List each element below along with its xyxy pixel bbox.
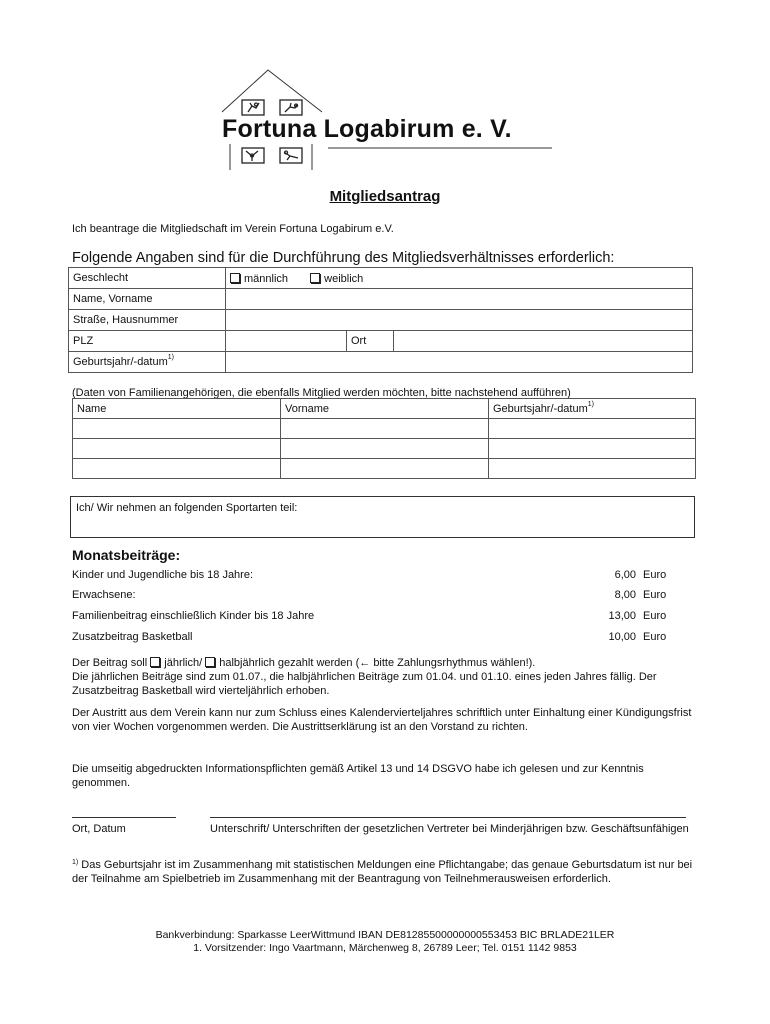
fee-label: Zusatzbeitrag Basketball bbox=[72, 631, 193, 643]
gymnastics-icon bbox=[242, 148, 264, 163]
family-cell[interactable] bbox=[281, 419, 489, 439]
gender-options bbox=[226, 268, 693, 289]
fee-label: Familienbeitrag einschließlich Kinder bis 18 Jahre bbox=[72, 610, 315, 622]
handball-icon bbox=[280, 148, 302, 163]
fees-heading: Monatsbeiträge: bbox=[72, 547, 181, 563]
fee-amount: 6,00 bbox=[614, 569, 636, 581]
male-checkbox[interactable] bbox=[230, 273, 240, 283]
city-field[interactable] bbox=[394, 331, 693, 352]
footnote bbox=[72, 858, 697, 886]
fee-currency: Euro bbox=[643, 589, 667, 601]
family-header-birth-text: Geburtsjahr/-datum bbox=[493, 402, 588, 415]
family-cell[interactable] bbox=[489, 439, 696, 459]
name-field[interactable] bbox=[226, 289, 693, 310]
family-cell[interactable] bbox=[73, 459, 281, 479]
family-cell[interactable] bbox=[281, 459, 489, 479]
form-title: Mitgliedsantrag bbox=[329, 188, 441, 205]
place-date-line[interactable] bbox=[72, 817, 176, 818]
footnote-text: Das Geburtsjahr ist im Zusammenhang mit statistischen Meldungen eine Pflichtangabe; das genaue Geburtsdatum ist nur bei der Teilnahme am Spielbetrieb im Zusammenhang mit der Beantragung von Teilnehmerausweisen erforderlich. bbox=[72, 859, 693, 885]
city-label: Ort bbox=[347, 331, 394, 352]
fee-currency: Euro bbox=[643, 631, 667, 643]
fee-currency: Euro bbox=[643, 569, 667, 581]
chair-contact: 1. Vorsitzender: Ingo Vaartmann, Märchenweg 8, 26789 Leer; Tel. 0151 1142 9853 bbox=[193, 942, 577, 954]
fee-row bbox=[72, 588, 672, 604]
payment-text-2: Die jährlichen Beiträge sind zum 01.07., die halbjährlichen Beiträge zum 01.04. und 01.10. eines jeden Jahres fällig. Der Zusatzbeitrag Basketball wird vierteljährlich erhoben. bbox=[72, 671, 657, 697]
member-table bbox=[68, 267, 693, 373]
club-title: Fortuna Logabirum e. V. bbox=[222, 115, 512, 143]
family-cell[interactable] bbox=[489, 419, 696, 439]
signature-line[interactable] bbox=[210, 817, 686, 818]
family-cell[interactable] bbox=[73, 419, 281, 439]
family-cell[interactable] bbox=[73, 439, 281, 459]
bank-details: Bankverbindung: Sparkasse LeerWittmund IBAN DE81285500000000553453 BIC BRLADE21LER bbox=[155, 929, 615, 941]
fee-amount: 13,00 bbox=[608, 610, 636, 622]
name-label: Name, Vorname bbox=[69, 289, 226, 310]
cancellation-paragraph: Der Austritt aus dem Verein kann nur zum Schluss eines Kalendervierteljahres schriftlich unter Einhaltung einer Kündigungsfrist von vier Wochen vorgenommen werden. Die Austrittserklärung ist an den Vorstand zu richten. bbox=[72, 707, 692, 733]
payment-text-1: Der Beitrag soll bbox=[72, 657, 148, 669]
halfyearly-checkbox[interactable] bbox=[205, 657, 215, 667]
fee-amount: 10,00 bbox=[608, 631, 636, 643]
football-icon bbox=[280, 100, 302, 115]
family-header-birth bbox=[489, 399, 696, 419]
zip-field[interactable] bbox=[226, 331, 347, 352]
fee-row bbox=[72, 609, 672, 625]
place-date-label: Ort, Datum bbox=[72, 823, 126, 835]
footer bbox=[0, 929, 770, 955]
family-table bbox=[72, 398, 696, 479]
male-label: männlich bbox=[244, 272, 289, 285]
female-label: weiblich bbox=[324, 272, 364, 285]
street-label: Straße, Hausnummer bbox=[69, 310, 226, 331]
footnote-marker: 1) bbox=[72, 859, 79, 866]
family-header-firstname: Vorname bbox=[281, 399, 489, 419]
fee-currency: Euro bbox=[643, 610, 667, 622]
zip-label: PLZ bbox=[69, 331, 226, 352]
table-row bbox=[73, 439, 696, 459]
footnote-marker: 1) bbox=[587, 400, 594, 408]
payment-paragraph bbox=[72, 656, 697, 698]
table-row bbox=[73, 419, 696, 439]
fee-row bbox=[72, 630, 672, 646]
athletics-icon bbox=[242, 100, 264, 115]
yearly-checkbox[interactable] bbox=[150, 657, 160, 667]
footnote-marker: 1) bbox=[167, 354, 174, 361]
fee-label: Kinder und Jugendliche bis 18 Jahre: bbox=[72, 569, 254, 581]
yearly-label: jährlich/ bbox=[164, 657, 203, 669]
birth-field[interactable] bbox=[226, 352, 693, 373]
street-field[interactable] bbox=[226, 310, 693, 331]
gender-label: Geschlecht bbox=[69, 268, 226, 289]
female-checkbox[interactable] bbox=[310, 273, 320, 283]
family-cell[interactable] bbox=[489, 459, 696, 479]
gdpr-paragraph: Die umseitig abgedruckten Informationspflichten gemäß Artikel 13 und 14 DSGVO habe ich gelesen und zur Kenntnis genommen. bbox=[72, 763, 644, 789]
birth-label-text: Geburtsjahr/-datum bbox=[73, 356, 168, 368]
sports-label: Ich/ Wir nehmen an folgenden Sportarten teil: bbox=[76, 502, 298, 514]
section-heading: Folgende Angaben sind für die Durchführung des Mitgliedsverhältnisses erforderlich: bbox=[72, 250, 615, 266]
family-header-name: Name bbox=[73, 399, 281, 419]
table-row bbox=[73, 459, 696, 479]
fee-amount: 8,00 bbox=[614, 589, 636, 601]
family-cell[interactable] bbox=[281, 439, 489, 459]
intro-text: Ich beantrage die Mitgliedschaft im Verein Fortuna Logabirum e.V. bbox=[72, 223, 394, 235]
halfyearly-label: halbjährlich gezahlt werden (← bitte Zahlungsrhythmus wählen!). bbox=[219, 657, 536, 669]
fee-label: Erwachsene: bbox=[72, 589, 136, 601]
fee-row bbox=[72, 568, 672, 584]
sports-box[interactable] bbox=[70, 496, 695, 538]
family-note: (Daten von Familienangehörigen, die ebenfalls Mitglied werden möchten, bitte nachstehend aufführen) bbox=[72, 387, 571, 399]
signature-label: Unterschrift/ Unterschriften der gesetzlichen Vertreter bei Minderjährigen bzw. Geschäftsunfähigen bbox=[210, 823, 689, 835]
birth-label bbox=[69, 352, 226, 373]
